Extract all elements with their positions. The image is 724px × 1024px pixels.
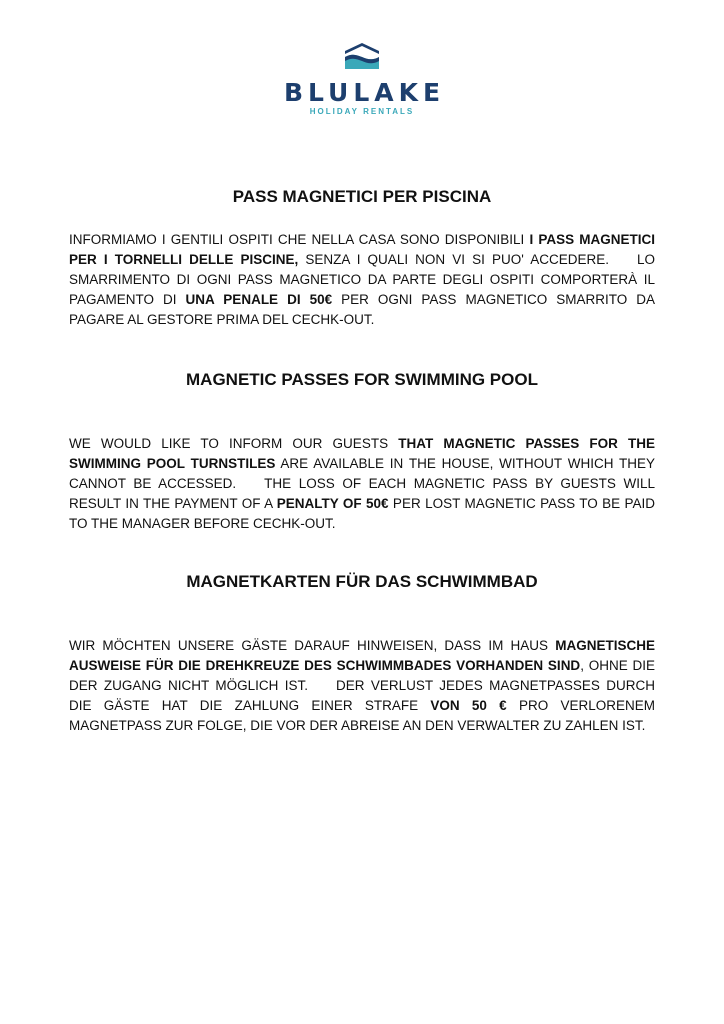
bold-run: VON 50 € — [430, 698, 507, 713]
text-run: , OHNE DIE DER ZUGANG NICHT MÖGLICH IST. — [69, 658, 655, 693]
bold-run: MAGNETISCHE AUSWEISE FÜR DIE DREHKREUZE DES SCHWIMMBADES VORHANDEN SIND — [69, 638, 655, 673]
section-german — [69, 572, 655, 736]
text-run: PER LOST MAGNETIC PASS TO BE PAID TO THE MANAGER BEFORE CECHK-OUT. — [69, 496, 655, 531]
bold-run: PENALTY OF 50€ — [276, 496, 389, 511]
section-heading: MAGNETIC PASSES FOR SWIMMING POOL — [186, 370, 538, 389]
brand-tagline: HOLIDAY RENTALS — [309, 107, 415, 116]
bold-run: UNA PENALE DI 50€ — [185, 292, 333, 307]
text-run: DER VERLUST JEDES MAGNETPASSES DURCH DIE GÄSTE HAT DIE ZAHLUNG EINER STRAFE — [69, 678, 655, 713]
text-run: WIR MÖCHTEN UNSERE GÄSTE DARAUF HINWEISEN, DASS IM HAUS — [69, 638, 556, 653]
section-paragraph — [69, 230, 655, 330]
text-run: WE WOULD LIKE TO INFORM OUR GUESTS — [69, 436, 399, 451]
brand-logo — [0, 40, 724, 116]
text-run: PRO VERLORENEM MAGNETPASS ZUR FOLGE, DIE VOR DER ABREISE AN DEN VERWALTER ZU ZAHLEN IST. — [69, 698, 656, 733]
section-paragraph — [69, 636, 655, 736]
section-paragraph — [69, 434, 655, 534]
bold-run: I PASS MAGNETICI PER I TORNELLI DELLE PISCINE, — [69, 232, 655, 267]
section-heading: PASS MAGNETICI PER PISCINA — [232, 187, 492, 206]
text-run: SENZA I QUALI NON VI SI PUO' ACCEDERE. — [298, 252, 609, 267]
section-italian — [69, 187, 655, 330]
section-heading: MAGNETKARTEN FÜR DAS SCHWIMMBAD — [186, 572, 538, 591]
brand-name: BLULAKE — [283, 78, 446, 107]
bold-run: THAT MAGNETIC PASSES FOR THE SWIMMING POOL TURNSTILES — [69, 436, 655, 471]
text-run: LO SMARRIMENTO DI OGNI PASS MAGNETICO DA PARTE DEGLI OSPITI COMPORTERÀ IL PAGAMENTO DI — [69, 252, 655, 307]
text-run: PER OGNI PASS MAGNETICO SMARRITO DA PAGARE AL GESTORE PRIMA DEL CECHK-OUT. — [69, 292, 655, 327]
section-english — [69, 370, 655, 534]
text-run: THE LOSS OF EACH MAGNETIC PASS BY GUESTS WILL RESULT IN THE PAYMENT OF A — [69, 476, 655, 511]
text-run: ARE AVAILABLE IN THE HOUSE, WITHOUT WHICH THEY CANNOT BE ACCESSED. — [69, 456, 656, 491]
text-run: INFORMIAMO I GENTILI OSPITI CHE NELLA CASA SONO DISPONIBILI — [69, 232, 530, 247]
house-wave-logo-icon — [342, 40, 382, 70]
